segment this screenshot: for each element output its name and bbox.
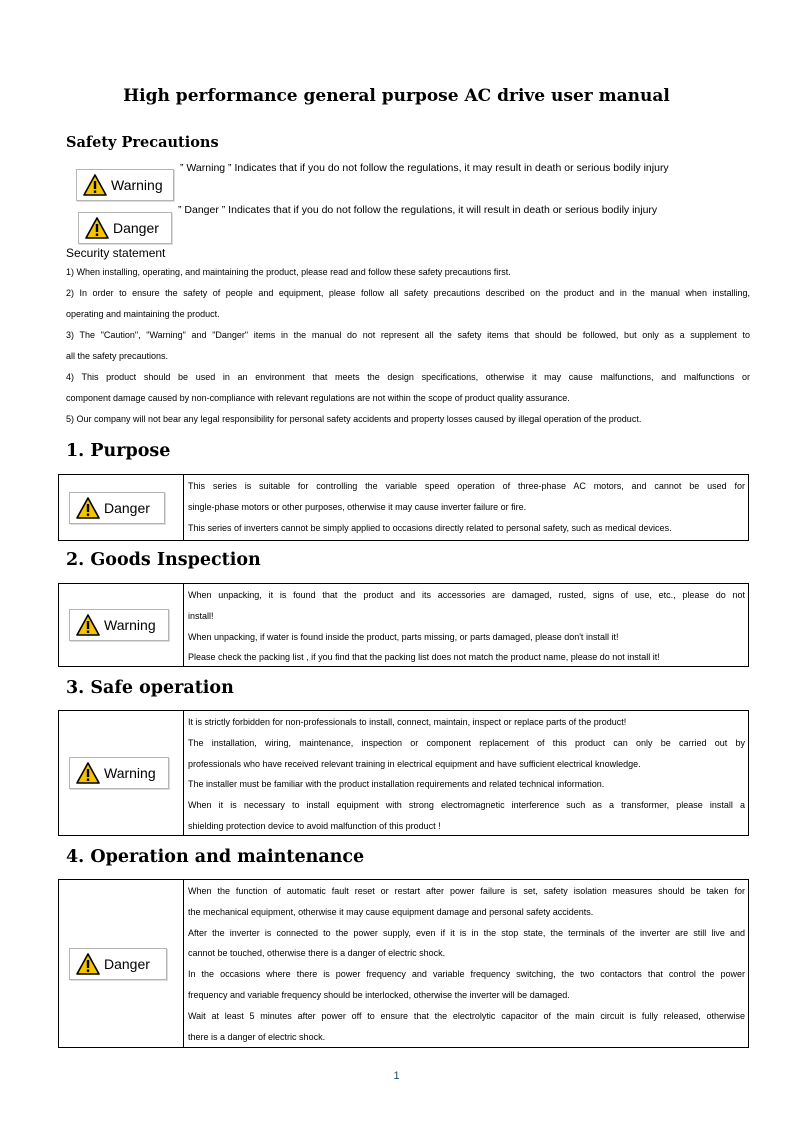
goods-inspection-notice-table <box>58 583 749 667</box>
notice-line: It is strictly forbidden for non-professionals to install, connect, maintain, inspect or replace parts of the product! <box>188 717 627 727</box>
statement-line: operating and maintaining the product. <box>66 309 220 319</box>
notice-line: The installer must be familiar with the product installation requirements and related technical information. <box>188 779 605 790</box>
notice-text-cell <box>184 711 748 835</box>
warning-badge <box>69 609 169 641</box>
warning-triangle-icon <box>76 614 100 636</box>
notice-line: This series of inverters cannot be simply applied to occasions directly related to personal safety, such as medical devices. <box>188 522 672 533</box>
danger-definition: ” Danger ” Indicates that if you do not follow the regulations, it will result in death or serious bodily injury <box>178 204 658 216</box>
badge-label: Danger <box>104 955 150 972</box>
notice-line: Wait at least 5 minutes after power off to ensure that the electrolytic capacitor of the main circuit is fully released, otherwise <box>188 1010 745 1021</box>
danger-badge <box>69 492 165 524</box>
notice-line: the mechanical equipment, otherwise it may cause equipment damage and personal safety accidents. <box>188 906 594 917</box>
notice-text-cell <box>184 584 748 666</box>
notice-line: install! <box>188 610 214 621</box>
warning-triangle-icon <box>83 174 107 196</box>
warning-badge-label: Warning <box>111 177 163 193</box>
notice-text-cell <box>184 880 748 1047</box>
notice-line: single-phase motors or other purposes, otherwise it may cause inverter failure or fire. <box>188 501 527 512</box>
notice-level-cell <box>59 584 184 666</box>
warning-triangle-icon <box>76 497 100 519</box>
notice-line: In the occasions where there is power frequency and variable frequency switching, the two contactors that control the power <box>188 969 745 980</box>
notice-line: When unpacking, it is found that the product and its accessories are damaged, rusted, signs of use, etc., please do not <box>188 590 745 600</box>
section-heading-operation-maintenance: 4. Operation and maintenance <box>66 847 365 867</box>
statement-line: component damage caused by non-compliance with relevant regulations are not within the scope of product quality assurance. <box>66 393 570 403</box>
statement-line: 4) This product should be used in an environment that meets the design specifications, otherwise it may cause malfunctions, and malfunctions or <box>66 372 750 382</box>
notice-line: This series is suitable for controlling the variable speed operation of three-phase AC motors, and cannot be used for <box>188 481 745 491</box>
notice-line: cannot be touched, otherwise there is a danger of electric shock. <box>188 948 446 959</box>
warning-badge <box>69 757 169 789</box>
notice-line: professionals who have received relevant training in electrical equipment and have sufficient electrical knowledge. <box>188 758 641 769</box>
danger-badge <box>78 212 172 244</box>
notice-line: When it is necessary to install equipment with strong electromagnetic interference such as a transformer, please install a <box>188 800 745 811</box>
section-heading-goods-inspection: 2. Goods Inspection <box>66 550 261 570</box>
notice-line: frequency and variable frequency should be interlocked, otherwise the inverter will be damaged. <box>188 989 570 1000</box>
notice-level-cell <box>59 880 184 1047</box>
statement-line: 5) Our company will not bear any legal responsibility for personal safety accidents and property losses caused by illegal operation of the product. <box>66 414 642 424</box>
notice-line: The installation, wiring, maintenance, inspection or component replacement of this product can only be carried out by <box>188 737 745 748</box>
danger-badge <box>69 948 167 980</box>
statement-line: 3) The "Caution", "Warning" and "Danger" items in the manual do not represent all the safety items that should be followed, but only as a supplement to <box>66 330 750 340</box>
notice-line: shielding protection device to avoid malfunction of this product ! <box>188 820 441 831</box>
warning-triangle-icon <box>76 762 100 784</box>
document-title: High performance general purpose AC drive user manual <box>123 86 670 106</box>
badge-label: Warning <box>104 765 156 781</box>
operation-maintenance-notice-table <box>58 879 749 1048</box>
statement-line: 2) In order to ensure the safety of people and equipment, please follow all safety precautions described on the product and in the manual when installing, <box>66 288 750 298</box>
notice-line: When the function of automatic fault reset or restart after power failure is set, safety isolation measures should be taken for <box>188 886 745 896</box>
notice-text-cell <box>184 475 748 540</box>
section-heading-purpose: 1. Purpose <box>66 441 171 461</box>
page-number: 1 <box>393 1070 400 1082</box>
security-statement-list <box>66 262 750 430</box>
warning-definition: ” Warning ” Indicates that if you do not follow the regulations, it may result in death or serious bodily injury <box>180 162 669 174</box>
notice-line: After the inverter is connected to the power supply, even if it is in the stop state, the terminals of the inverter are still live and <box>188 927 745 938</box>
security-statement-heading: Security statement <box>66 246 166 260</box>
warning-triangle-icon <box>85 217 109 239</box>
safety-precautions-heading: Safety Precautions <box>66 134 219 151</box>
danger-badge-label: Danger <box>113 220 159 236</box>
badge-label: Warning <box>104 617 156 633</box>
warning-badge <box>76 169 174 201</box>
notice-level-cell <box>59 475 184 540</box>
warning-triangle-icon <box>76 953 100 975</box>
notice-line: Please check the packing list , if you find that the packing list does not match the product name, please do not install it! <box>188 652 660 663</box>
statement-line: 1) When installing, operating, and maintaining the product, please read and follow these safety precautions first. <box>66 267 511 277</box>
purpose-notice-table <box>58 474 749 541</box>
safe-operation-notice-table <box>58 710 749 836</box>
statement-line: all the safety precautions. <box>66 351 169 361</box>
notice-line: When unpacking, if water is found inside the product, parts missing, or parts damaged, please don't install it! <box>188 631 619 642</box>
notice-line: there is a danger of electric shock. <box>188 1031 326 1042</box>
section-heading-safe-operation: 3. Safe operation <box>66 678 234 698</box>
badge-label: Danger <box>104 499 150 516</box>
notice-level-cell <box>59 711 184 835</box>
